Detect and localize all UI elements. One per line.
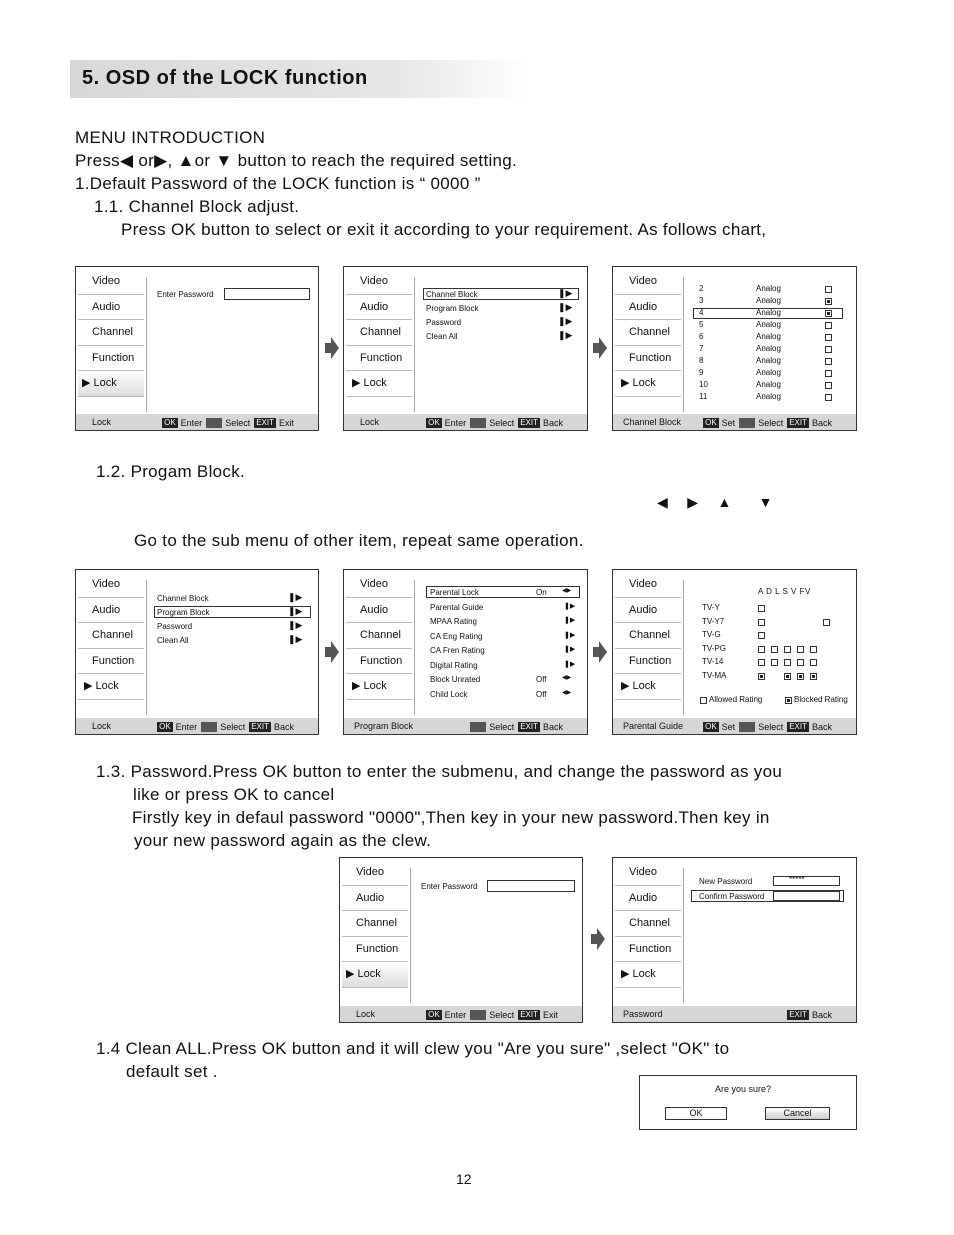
side-lock: ▶ Lock [342, 962, 408, 988]
next-arrow-icon [325, 641, 339, 663]
ok-key-icon: OK [159, 721, 171, 731]
rating-row-label: TV-G [702, 630, 721, 639]
side-audio: Audio [78, 295, 144, 321]
exit-key-icon: EXIT [520, 1009, 538, 1019]
confirm-dialog [639, 1075, 857, 1130]
channel-block-title: 1.1. Channel Block adjust. [94, 197, 300, 216]
side-lock: ▶ Lock [615, 371, 681, 397]
blocked-legend: Blocked Rating [794, 695, 848, 704]
osd-parental-guide [612, 569, 857, 735]
rating-checkbox[interactable] [771, 659, 778, 666]
enter-arrow-icon: ❚▶ [288, 592, 303, 602]
chvol-key-icon [470, 722, 486, 732]
back-hint: Back [811, 417, 832, 428]
rating-checkbox[interactable] [784, 659, 791, 666]
toggle-arrows-icon: ◀▶ [562, 675, 572, 681]
password-input [487, 880, 575, 892]
program-menu-item[interactable]: Child Lock [430, 689, 468, 699]
next-arrow-icon [325, 337, 339, 359]
ok-key-icon: OK [428, 417, 440, 427]
rating-checkbox[interactable] [810, 646, 817, 653]
side-audio: Audio [615, 598, 681, 624]
press-text: Press [75, 151, 120, 170]
side-audio: Audio [346, 598, 412, 624]
section-heading-bar [70, 60, 530, 98]
side-audio: Audio [346, 295, 412, 321]
enter-arrow-icon: ❚▶ [564, 660, 576, 668]
osd-footer [344, 414, 587, 430]
exit-key-icon: EXIT [256, 417, 274, 427]
side-lock: ▶ Lock [615, 674, 681, 700]
osd-footer [613, 414, 856, 430]
side-audio: Audio [615, 295, 681, 321]
block-checkbox[interactable] [825, 298, 832, 305]
channel-type: Analog [756, 392, 781, 401]
enter-hint: Enter [444, 1009, 467, 1020]
osd-footer [344, 718, 587, 734]
footer-title: Lock [356, 1009, 376, 1019]
side-channel: Channel [615, 320, 681, 346]
allowed-legend-icon [700, 697, 707, 704]
osd-footer [76, 718, 318, 734]
left-arrow-icon: ◀ [657, 494, 668, 510]
default-password-line: 1.Default Password of the LOCK function is “ 0000 ” [75, 174, 481, 193]
up-arrow-icon: ▲ [177, 151, 195, 170]
ok-key-icon: OK [705, 721, 717, 731]
side-function: Function [615, 937, 681, 963]
program-menu-value: Off [536, 689, 547, 699]
enter-arrow-icon: ❚▶ [564, 617, 576, 624]
channel-number: 11 [699, 392, 708, 401]
enter-hint: Enter [444, 417, 467, 428]
program-menu-value: Off [536, 675, 547, 684]
side-function: Function [615, 649, 681, 675]
block-checkbox[interactable] [825, 358, 832, 365]
side-video: Video [615, 572, 681, 598]
osd-footer [340, 1006, 582, 1022]
exit-key-icon: EXIT [520, 417, 538, 427]
chvol-key-icon [739, 418, 755, 428]
password-line-2: like or press OK to cancel [133, 785, 335, 804]
menu-program-block: Program Block [426, 304, 479, 313]
channel-number: 8 [699, 356, 704, 365]
next-arrow-icon [591, 928, 605, 950]
channel-type: Analog [756, 368, 781, 377]
channel-number: 5 [699, 320, 704, 329]
side-channel: Channel [615, 911, 681, 937]
enter-hint: Enter [175, 721, 198, 732]
select-hint: Select [758, 417, 784, 428]
osd-enter-password-1 [75, 266, 319, 431]
channel-type: Analog [756, 284, 781, 293]
rating-row-label: TV-14 [702, 657, 724, 666]
page-number: 12 [456, 1171, 472, 1187]
channel-number: 2 [699, 284, 704, 293]
block-checkbox[interactable] [825, 286, 832, 293]
new-password-input [773, 876, 840, 886]
channel-number: 3 [699, 296, 704, 305]
select-hint: Select [220, 721, 246, 732]
exit-key-icon: EXIT [789, 721, 807, 731]
program-menu-value: On [536, 588, 547, 597]
rating-checkbox[interactable] [810, 673, 817, 680]
program-block-title: 1.2. Progam Block. [96, 462, 246, 481]
menu-channel-block: Channel Block [426, 290, 478, 299]
next-arrow-icon [593, 641, 607, 663]
side-function: Function [78, 649, 144, 675]
rating-checkbox[interactable] [771, 646, 778, 653]
side-audio: Audio [615, 886, 681, 912]
enter-arrow-icon: ❚▶ [288, 620, 303, 630]
block-checkbox[interactable] [825, 382, 832, 389]
chvol-key-icon [201, 722, 217, 732]
side-video: Video [342, 860, 408, 886]
enter-arrow-icon: ❚▶ [558, 302, 573, 312]
side-lock: ▶ Lock [78, 371, 144, 397]
exit-key-icon: EXIT [789, 1009, 807, 1019]
select-hint: Select [758, 721, 784, 732]
exit-key-icon: EXIT [251, 721, 269, 731]
osd-footer [613, 718, 856, 734]
rating-checkbox[interactable] [784, 646, 791, 653]
channel-number: 9 [699, 368, 704, 377]
channel-type: Analog [756, 356, 781, 365]
next-arrow-icon [593, 337, 607, 359]
rating-checkbox[interactable] [797, 659, 804, 666]
program-menu-item[interactable]: Parental Lock [430, 588, 479, 597]
right-arrow-icon: ▶ [154, 151, 168, 170]
rating-checkbox[interactable] [810, 659, 817, 666]
rating-checkbox[interactable] [797, 646, 804, 653]
footer-title: Lock [360, 417, 380, 427]
side-channel: Channel [346, 320, 412, 346]
enter-arrow-icon: ❚▶ [558, 316, 573, 326]
side-channel: Channel [78, 320, 144, 346]
side-function: Function [346, 346, 412, 372]
ok-key-icon: OK [705, 417, 717, 427]
rating-checkbox[interactable] [758, 605, 765, 612]
exit-hint: Exit [278, 417, 294, 428]
exit-key-icon: EXIT [520, 721, 538, 731]
or-text: or [138, 151, 155, 170]
block-checkbox[interactable] [825, 334, 832, 341]
program-menu-item[interactable]: CA Fren Rating [430, 646, 485, 655]
block-checkbox[interactable] [825, 322, 832, 329]
block-checkbox[interactable] [825, 394, 832, 401]
channel-type: Analog [756, 344, 781, 353]
side-audio: Audio [342, 886, 408, 912]
rating-checkbox[interactable] [758, 619, 765, 626]
footer-title: Channel Block [623, 417, 682, 427]
ok-key-icon: OK [164, 417, 176, 427]
channel-number: 6 [699, 332, 704, 341]
enter-arrow-icon: ❚▶ [288, 634, 303, 644]
chvol-key-icon [470, 1010, 486, 1020]
password-input [224, 288, 310, 300]
back-hint: Back [273, 721, 294, 732]
down-arrow-icon: ▼ [758, 494, 773, 510]
confirm-password-input [773, 891, 840, 901]
blocked-legend-icon [785, 697, 792, 704]
osd-new-password [612, 857, 857, 1023]
exit-key-icon: EXIT [789, 417, 807, 427]
side-video: Video [615, 860, 681, 886]
select-hint: Select [489, 1009, 515, 1020]
rating-checkbox[interactable] [784, 673, 791, 680]
block-checkbox[interactable] [825, 346, 832, 353]
left-arrow-icon: ◀ [119, 151, 134, 170]
side-lock: ▶ Lock [78, 674, 144, 700]
toggle-arrows-icon: ◀▶ [562, 689, 572, 696]
rating-checkbox[interactable] [758, 646, 765, 653]
menu-program-block: Program Block [157, 608, 210, 617]
clean-all-line-1: 1.4 Clean ALL.Press OK button and it will clew you "Are you sure" ,select "OK" to [96, 1039, 730, 1058]
channel-number: 10 [699, 380, 708, 389]
new-password-value: ***** [789, 875, 805, 884]
side-audio: Audio [78, 598, 144, 624]
osd-lock-menu-2 [75, 569, 319, 735]
set-hint: Set [721, 417, 736, 428]
side-function: Function [78, 346, 144, 372]
enter-arrow-icon: ❚▶ [558, 330, 573, 340]
rating-checkbox[interactable] [823, 619, 830, 626]
menu-password: Password [426, 318, 462, 327]
side-channel: Channel [78, 623, 144, 649]
channel-type: Analog [756, 320, 781, 329]
block-checkbox[interactable] [825, 310, 832, 317]
up-arrow-icon: ▲ [717, 494, 732, 510]
back-hint: Back [542, 417, 563, 428]
side-channel: Channel [346, 623, 412, 649]
enter-hint: Enter [180, 417, 203, 428]
back-hint: Back [811, 721, 832, 732]
program-menu-item[interactable]: Digital Rating [430, 660, 478, 670]
right-arrow-icon: ▶ [687, 494, 699, 510]
arrow-keys-row [657, 494, 772, 511]
side-video: Video [78, 572, 144, 598]
rating-row-label: TV-Y [702, 603, 720, 612]
enter-arrow-icon: ❚▶ [564, 602, 576, 610]
dialog-question: Are you sure? [715, 1084, 772, 1094]
password-line-4: your new password again as the clew. [134, 831, 432, 850]
menu-channel-block: Channel Block [157, 594, 209, 603]
channel-type: Analog [756, 296, 781, 305]
channel-type: Analog [756, 380, 781, 389]
channel-number: 7 [699, 344, 704, 353]
side-channel: Channel [615, 623, 681, 649]
confirm-password-label: Confirm Password [699, 892, 765, 901]
exit-hint: Exit [542, 1009, 558, 1020]
section-heading: 5. OSD of the LOCK function [82, 67, 368, 89]
back-hint: Back [811, 1009, 832, 1020]
set-hint: Set [721, 721, 736, 732]
enter-arrow-icon: ❚▶ [288, 606, 303, 616]
side-function: Function [615, 346, 681, 372]
osd-program-block [343, 569, 588, 735]
new-password-label: New Password [699, 877, 753, 886]
program-menu-item[interactable]: CA Eng Rating [430, 631, 483, 641]
program-menu-item[interactable]: Parental Guide [430, 602, 484, 612]
chvol-key-icon [206, 418, 222, 428]
osd-footer [76, 414, 318, 430]
side-lock: ▶ Lock [346, 371, 412, 397]
block-checkbox[interactable] [825, 370, 832, 377]
channel-block-desc: Press OK button to select or exit it according to your requirement. As follows chart, [121, 220, 767, 239]
select-hint: Select [489, 417, 515, 428]
intro-title: MENU INTRODUCTION [75, 128, 266, 147]
side-function: Function [346, 649, 412, 675]
side-lock: ▶ Lock [346, 674, 412, 700]
footer-title: Parental Guide [623, 721, 684, 731]
rating-row-label: TV-MA [702, 670, 727, 680]
program-menu-item[interactable]: MPAA Rating [430, 617, 477, 626]
enter-arrow-icon: ❚▶ [564, 646, 576, 653]
rating-checkbox[interactable] [758, 659, 765, 666]
intro-press-line: Press◀ or▶, ▲or ▼ button to reach the required setting. [75, 151, 518, 170]
rating-checkbox[interactable] [797, 673, 804, 680]
enter-password-label: Enter Password [421, 882, 478, 891]
back-hint: Back [542, 721, 563, 732]
dialog-cancel-button[interactable]: Cancel [765, 1107, 830, 1120]
password-line-1: 1.3. Password.Press OK button to enter the submenu, and change the password as you [96, 762, 783, 781]
osd-lock-menu-1 [343, 266, 588, 431]
dialog-ok-button[interactable]: OK [665, 1107, 727, 1120]
rating-checkbox[interactable] [758, 632, 765, 639]
channel-type: Analog [756, 308, 781, 317]
enter-arrow-icon: ❚▶ [564, 631, 576, 639]
osd-channel-block [612, 266, 857, 431]
chvol-key-icon [470, 418, 486, 428]
footer-title: Lock [92, 417, 112, 427]
side-lock: ▶ Lock [615, 962, 681, 988]
side-video: Video [615, 269, 681, 295]
program-block-desc: Go to the sub menu of other item, repeat same operation. [134, 531, 584, 550]
side-video: Video [78, 269, 144, 295]
allowed-legend: Allowed Rating [709, 695, 763, 704]
toggle-arrows-icon: ◀▶ [562, 588, 572, 594]
osd-footer [613, 1006, 856, 1022]
enter-password-label: Enter Password [157, 290, 214, 299]
footer-title: Program Block [354, 721, 414, 731]
menu-password: Password [157, 622, 193, 631]
footer-title: Password [623, 1009, 663, 1019]
menu-clean-all: Clean All [157, 636, 189, 645]
press-rest: button to reach the required setting. [237, 151, 518, 170]
clean-all-line-2: default set . [126, 1062, 218, 1081]
down-arrow-icon: ▼ [215, 151, 233, 170]
rating-row-label: TV-Y7 [702, 616, 725, 626]
chvol-key-icon [739, 722, 755, 732]
side-video: Video [346, 269, 412, 295]
rating-columns-header: A D L S V FV [758, 587, 811, 596]
side-function: Function [342, 937, 408, 963]
select-hint: Select [489, 721, 515, 732]
menu-clean-all: Clean All [426, 332, 458, 341]
channel-number: 4 [699, 308, 704, 317]
rating-checkbox[interactable] [758, 673, 765, 680]
enter-arrow-icon: ❚▶ [558, 288, 573, 298]
footer-title: Lock [92, 721, 112, 731]
or-text-2: or [194, 151, 211, 170]
program-menu-item[interactable]: Block Unrated [430, 675, 481, 684]
osd-enter-password-2 [339, 857, 583, 1023]
select-hint: Select [225, 417, 251, 428]
side-video: Video [346, 572, 412, 598]
ok-key-icon: OK [428, 1009, 440, 1019]
side-channel: Channel [342, 911, 408, 937]
password-line-3: Firstly key in defaul password "0000",Then key in your new password.Then key in [132, 808, 770, 827]
channel-type: Analog [756, 332, 781, 341]
rating-row-label: TV-PG [702, 643, 727, 653]
